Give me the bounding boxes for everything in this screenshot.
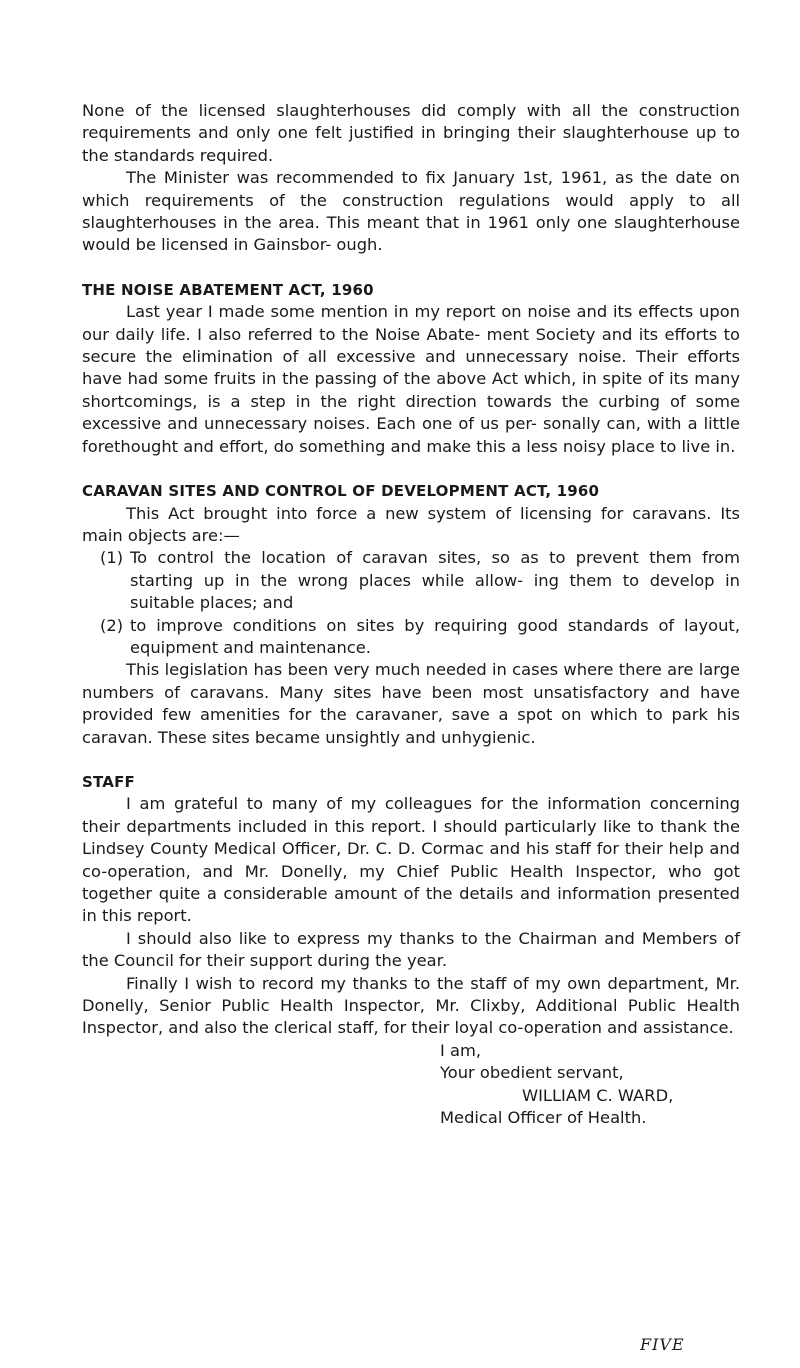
staff-paragraph-1: I am grateful to many of my colleagues for the information concerning their departments included in this report. I should particularly like to thank the Lindsey County Medical Officer, Dr. C. D. Cormac and his staff for their help and co-operation, and Mr. Donelly, my Chief Public Health Inspector, who got together quite a considerable amount of the details and information presented in this report.: [82, 794, 740, 926]
intro-paragraph-1: None of the licensed slaughterhouses did comply with all the construction requirements and only one felt justified in bringing their slaughterhouse up to the standards required.: [82, 101, 740, 165]
noise-paragraph-1: Last year I made some mention in my report on noise and its effects upon our daily life. I also referred to the Noise Abate- ment Society and its efforts to secure the elimination of all excessive and unnecessary noise. Their efforts have had some fruits in the passing of the above Act which, in spite of its many shortcomings, is a step in the right direction towards the curbing of some excessive and unnecessary noises. Each one of us per- sonally can, with a little forethought and effort, do something and make this a less noisy place to live in.: [82, 302, 740, 456]
closing-signature: [82, 1040, 740, 1130]
caravan-paragraph-1: This Act brought into force a new system of licensing for caravans. Its main objects are:—: [82, 503, 740, 545]
list-item: [82, 547, 740, 614]
caravan-paragraph-2: This legislation has been very much needed in cases where there are large numbers of caravans. Many sites have been most unsatisfactory and have provided few amenities for the caravaner, save a spot on which to park his caravan. These sites became unsightly and unhygienic.: [82, 660, 740, 747]
list-item-number: (2): [100, 615, 124, 635]
signatory-title: Medical Officer of Health.: [440, 1108, 647, 1128]
closing-line-servant: Your obedient servant,: [440, 1063, 624, 1083]
list-item-text: To control the location of caravan sites, so as to prevent them from starting up in the wrong places while allow- ing them to develop in suitable places; and: [130, 548, 740, 613]
intro-paragraph-2: The Minister was recommended to fix January 1st, 1961, as the date on which requirements of the construction regulations would apply to all slaughterhouses in the area. This meant that in 1961 only one slaughterhouse would be licensed in Gainsbor- ough.: [82, 168, 740, 255]
noise-heading: THE NOISE ABATEMENT ACT, 1960: [82, 280, 374, 299]
list-item: [82, 615, 740, 660]
signatory-name: WILLIAM C. WARD,: [522, 1085, 674, 1105]
staff-paragraph-2: I should also like to express my thanks to the Chairman and Members of the Council for their support during the year.: [82, 928, 740, 971]
caravan-heading: CARAVAN SITES AND CONTROL OF DEVELOPMENT ACT, 1960: [82, 482, 600, 501]
staff-heading: STAFF: [82, 772, 135, 791]
noise-section: [82, 279, 740, 458]
list-item-number: (1): [100, 548, 124, 568]
intro-section: [82, 100, 740, 257]
closing-line-i-am: I am,: [440, 1040, 481, 1060]
staff-section: [82, 771, 740, 1040]
staff-paragraph-3: Finally I wish to record my thanks to the staff of my own department, Mr. Donelly, Senior Public Health Inspector, Mr. Clixby, Additional Public Health Inspector, and also the clerical staff, for their loyal co-operation and assistance.: [82, 973, 740, 1038]
list-item-text: to improve conditions on sites by requiring good standards of layout, equipment and maintenance.: [130, 615, 740, 657]
page-number: FIVE: [640, 1335, 685, 1354]
caravan-section: [82, 480, 740, 749]
